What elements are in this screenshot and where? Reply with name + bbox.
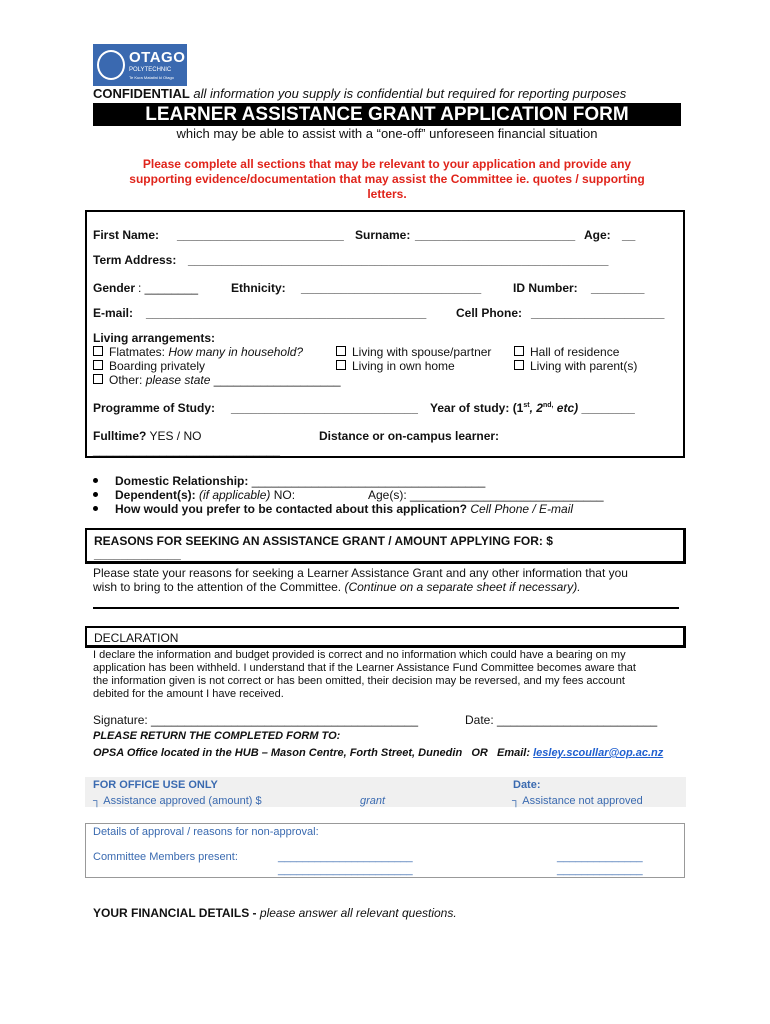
financial-heading: YOUR FINANCIAL DETAILS - [93, 906, 257, 920]
form-subtitle: which may be able to assist with a “one-off” unforeseen financial situation [176, 126, 598, 141]
ages-field[interactable]: _____________________________ [406, 488, 604, 502]
approved-option[interactable]: ┐ Assistance approved (amount) $ [93, 795, 262, 807]
reasons-text-part: wish to bring to the attention of the Committee. [93, 580, 345, 594]
domestic-relationship-item [93, 474, 485, 488]
option-hall[interactable] [514, 345, 619, 359]
confidential-note: all information you supply is confidential but required for reporting purposes [189, 86, 627, 101]
term-address-label: Term Address: [93, 253, 177, 267]
option-label: Living with parent(s) [530, 359, 638, 373]
option-label: Living with spouse/partner [352, 345, 492, 359]
year-sup: st [523, 402, 530, 409]
date-label: Date: [465, 713, 498, 727]
email-field[interactable]: __________________________________________ [146, 306, 427, 320]
cell-phone-field[interactable]: ____________________ [531, 306, 665, 320]
declaration-line: the information given is not correct or has been omitted, their decision may be reversed, and my fees account [93, 675, 625, 687]
financial-heading-row [93, 906, 457, 920]
first-name-label: First Name: [93, 228, 160, 242]
declaration-line: debited for the amount I have received. [93, 688, 284, 700]
reasons-heading: REASONS FOR SEEKING AN ASSISTANCE GRANT / AMOUNT APPLYING FOR: $ [94, 534, 553, 548]
reasons-text: Please state your reasons for seeking a Learner Assistance Grant and any other information that you [93, 566, 628, 580]
year-field[interactable]: ________ [578, 401, 635, 415]
option-flatmates[interactable] [93, 345, 303, 359]
form-title-bar [93, 103, 681, 126]
gender-field[interactable]: : ________ [138, 281, 199, 295]
committee-field[interactable]: ______________ [557, 864, 643, 876]
id-number-label: ID Number: [513, 281, 578, 295]
domestic-field[interactable]: ___________________________________ [248, 474, 486, 488]
checkbox-icon[interactable] [93, 374, 103, 384]
ages-item [368, 488, 604, 502]
confidential-line [93, 86, 626, 101]
email-label: E-mail: [93, 306, 134, 320]
dependents-item [93, 488, 295, 502]
financial-note: please answer all relevant questions. [256, 906, 457, 920]
year-text: Year of study: (1 [430, 401, 524, 415]
bullet-label: Domestic Relationship: [115, 474, 249, 488]
option-hint: please state [145, 373, 211, 387]
year-sup: nd, [542, 402, 554, 409]
fulltime-options[interactable]: YES / NO [146, 429, 202, 443]
office-use-heading: FOR OFFICE USE ONLY [93, 779, 218, 791]
option-hint: How many in household? [168, 345, 304, 359]
year-text: , 2 [529, 401, 543, 415]
option-label: Hall of residence [530, 345, 620, 359]
return-address-line [93, 747, 663, 759]
signature-field[interactable]: ________________________________________ [151, 713, 418, 727]
amount-field[interactable]: _____________ [94, 547, 181, 561]
bullet-label: How would you prefer to be contacted about this application? [115, 502, 468, 516]
committee-field[interactable]: ______________ [557, 851, 643, 863]
committee-field[interactable]: ______________________ [278, 851, 413, 863]
bullet-icon [93, 478, 98, 483]
details-label: Details of approval / reasons for non-approval: [93, 826, 319, 838]
instruction-line: letters. [367, 187, 407, 201]
instructions [93, 157, 681, 202]
checkbox-icon[interactable] [93, 346, 103, 356]
logo-tagline: Te Kura Matatini ki Otago [129, 75, 174, 80]
reasons-text [93, 580, 581, 594]
signature-row [93, 713, 418, 727]
otago-polytechnic-logo [93, 44, 187, 86]
checkbox-icon[interactable] [93, 360, 103, 370]
date-field[interactable]: ________________________ [497, 713, 658, 727]
term-address-field[interactable]: _______________________________________________________________ [188, 253, 609, 267]
contact-preference-item [93, 502, 573, 516]
option-label: Flatmates: [109, 345, 169, 359]
age-field[interactable]: __ [622, 228, 636, 242]
not-approved-option[interactable]: ┐ Assistance not approved [512, 795, 643, 807]
reasons-divider [93, 607, 679, 609]
cell-phone-label: Cell Phone: [456, 306, 523, 320]
option-label: Living in own home [352, 359, 455, 373]
gender-label: Gender [93, 281, 136, 295]
instruction-line: supporting evidence/documentation that may assist the Committee ie. quotes / supporting [129, 172, 645, 186]
fulltime-label: Fulltime? [93, 429, 147, 443]
email-link[interactable]: lesley.scoullar@op.ac.nz [533, 747, 664, 759]
committee-field[interactable]: ______________________ [278, 864, 413, 876]
logo-text: OTAGO [129, 49, 186, 66]
fulltime-row [93, 429, 201, 443]
option-label: Other: [109, 373, 146, 387]
checkbox-icon[interactable] [514, 360, 524, 370]
option-label: Boarding privately [109, 359, 206, 373]
option-parents[interactable] [514, 359, 637, 373]
bullet-icon [93, 506, 98, 511]
age-label: Age: [584, 228, 611, 242]
programme-label: Programme of Study: [93, 401, 216, 415]
bullet-label: Dependent(s): [115, 488, 196, 502]
dependents-field[interactable]: NO: [270, 488, 296, 502]
option-own-home[interactable] [336, 359, 455, 373]
logo-seal-icon [97, 50, 125, 80]
living-arrangements-heading: Living arrangements: [93, 331, 216, 345]
confidential-label: CONFIDENTIAL [93, 86, 190, 101]
year-text: etc) [553, 401, 579, 415]
surname-label: Surname: [355, 228, 411, 242]
reasons-text-note: (Continue on a separate sheet if necessary). [344, 580, 581, 594]
return-heading: PLEASE RETURN THE COMPLETED FORM TO: [93, 730, 341, 742]
option-other[interactable] [93, 373, 341, 387]
id-number-field[interactable]: ________ [591, 281, 645, 295]
date-row [465, 713, 657, 727]
checkbox-icon[interactable] [514, 346, 524, 356]
return-or: OR [471, 747, 488, 759]
option-boarding[interactable] [93, 359, 205, 373]
declaration-heading-box [85, 626, 686, 648]
distance-label: Distance or on-campus learner: [319, 429, 500, 443]
email-label: Email: [497, 747, 531, 759]
contact-options[interactable]: Cell Phone / E-mail [467, 502, 574, 516]
declaration-heading: DECLARATION [94, 631, 179, 645]
bullet-hint: (if applicable) [195, 488, 271, 502]
declaration-line: I declare the information and budget provided is correct and no information which could have a bearing on my [93, 649, 626, 661]
ethnicity-field[interactable]: ___________________________ [301, 281, 482, 295]
logo-subtext: POLYTECHNIC [129, 67, 172, 73]
bullet-icon [93, 492, 98, 497]
programme-field[interactable]: ____________________________ [231, 401, 418, 415]
declaration-line: application has been withheld. I understand that if the Learner Assistance Fund Committee becomes aware that [93, 662, 636, 674]
surname-field[interactable]: ________________________ [415, 228, 576, 242]
office-date-label: Date: [513, 779, 541, 791]
other-field[interactable]: ___________________ [210, 373, 341, 387]
ethnicity-label: Ethnicity: [231, 281, 286, 295]
form-title: LEARNER ASSISTANCE GRANT APPLICATION FORM [145, 104, 629, 125]
fulltime-field[interactable]: ____________________________ [93, 443, 280, 457]
reasons-heading-box [85, 528, 686, 564]
committee-label: Committee Members present: [93, 851, 238, 863]
year-of-study-label [430, 401, 635, 415]
return-address: OPSA Office located in the HUB – Mason Centre, Forth Street, Dunedin [93, 747, 463, 759]
first-name-field[interactable]: _________________________ [177, 228, 344, 242]
option-spouse[interactable] [336, 345, 491, 359]
checkbox-icon[interactable] [336, 346, 346, 356]
instruction-line: Please complete all sections that may be relevant to your application and provide any [142, 157, 632, 171]
checkbox-icon[interactable] [336, 360, 346, 370]
ages-label: Age(s): [368, 488, 407, 502]
signature-label: Signature: [93, 713, 152, 727]
grant-label: grant [360, 795, 386, 807]
declaration-text [93, 649, 683, 701]
